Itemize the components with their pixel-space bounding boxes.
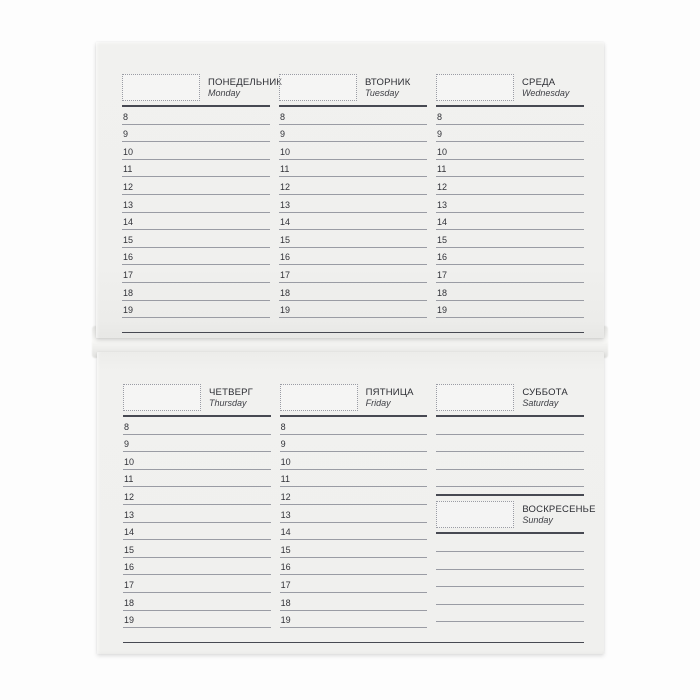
writing-line-saturday[interactable]: [436, 452, 584, 470]
hour-row-thursday-9[interactable]: [123, 435, 271, 453]
day-label-wednesday: [522, 74, 569, 101]
date-box-wednesday[interactable]: [436, 74, 514, 101]
day-header-saturday: [436, 384, 584, 411]
hour-row-wednesday-17[interactable]: [436, 265, 584, 283]
hour-row-tuesday-8[interactable]: [279, 107, 427, 125]
hour-label: 17: [123, 269, 134, 280]
hour-label: 16: [280, 252, 291, 263]
day-header-friday: [280, 384, 428, 411]
hour-row-wednesday-13[interactable]: [436, 195, 584, 213]
hour-row-friday-13[interactable]: [280, 505, 428, 523]
saturday-sunday-divider: [436, 494, 584, 496]
hour-row-thursday-14[interactable]: [123, 523, 271, 541]
writing-line-saturday[interactable]: [436, 470, 584, 488]
hour-row-tuesday-14[interactable]: [279, 213, 427, 231]
hour-label: 8: [123, 111, 129, 122]
hour-row-wednesday-19[interactable]: [436, 301, 584, 319]
day-column-thursday: [123, 384, 271, 628]
hour-label: 14: [124, 527, 135, 538]
day-column-tuesday: [279, 74, 427, 318]
hour-row-monday-10[interactable]: [122, 142, 270, 160]
bottom-page-content: [123, 352, 596, 643]
page-bottom-rule: [123, 642, 584, 643]
hour-row-thursday-12[interactable]: [123, 487, 271, 505]
hour-row-friday-10[interactable]: [280, 452, 428, 470]
day-columns-bottom: [123, 384, 596, 628]
hour-label: 11: [123, 164, 133, 175]
hour-label: 18: [124, 597, 135, 608]
hour-label: 10: [280, 456, 291, 467]
hour-row-wednesday-14[interactable]: [436, 213, 584, 231]
hour-label: 14: [123, 217, 134, 228]
hour-label: 9: [123, 129, 129, 140]
day-column-wednesday: [436, 74, 584, 318]
day-name-en: Friday: [365, 397, 391, 408]
hour-row-tuesday-18[interactable]: [279, 283, 427, 301]
hour-label: 18: [123, 287, 134, 298]
hour-label: 15: [280, 544, 291, 555]
hour-row-thursday-18[interactable]: [123, 593, 271, 611]
hour-label: 16: [437, 252, 448, 263]
hour-label: 13: [123, 199, 134, 210]
hour-row-monday-14[interactable]: [122, 213, 270, 231]
hour-label: 11: [280, 474, 290, 485]
hour-row-thursday-17[interactable]: [123, 575, 271, 593]
hour-row-friday-9[interactable]: [280, 435, 428, 453]
day-name-ru: ПЯТНИЦА: [365, 386, 414, 398]
day-label-monday: [208, 74, 283, 101]
hour-row-tuesday-17[interactable]: [279, 265, 427, 283]
day-name-ru: СРЕДА: [522, 76, 556, 88]
hour-row-friday-16[interactable]: [280, 558, 428, 576]
hour-row-friday-11[interactable]: [280, 470, 428, 488]
hour-label: 15: [124, 544, 135, 555]
hour-row-monday-15[interactable]: [122, 230, 270, 248]
hour-row-friday-19[interactable]: [280, 611, 428, 629]
hour-label: 13: [280, 199, 291, 210]
day-name-en: Saturday: [522, 397, 559, 408]
top-page-content: [122, 42, 584, 333]
day-label-sunday: [522, 501, 596, 528]
day-name-ru: ПОНЕДЕЛЬНИК: [208, 76, 283, 88]
day-name-en: Tuesday: [365, 87, 399, 98]
hour-row-monday-13[interactable]: [122, 195, 270, 213]
hour-label: 9: [280, 129, 286, 140]
hour-label: 8: [280, 111, 286, 122]
writing-line-sunday[interactable]: [436, 552, 584, 570]
hour-label: 19: [437, 305, 448, 316]
day-header-sunday: [436, 501, 596, 528]
writing-line-sunday[interactable]: [436, 570, 584, 588]
hour-label: 14: [280, 527, 291, 538]
date-box-saturday[interactable]: [436, 384, 514, 411]
hour-label: 14: [437, 217, 448, 228]
day-label-friday: [366, 384, 414, 411]
hour-label: 12: [124, 491, 135, 502]
hour-label: 15: [437, 234, 448, 245]
hour-row-friday-18[interactable]: [280, 593, 428, 611]
date-box-friday[interactable]: [280, 384, 358, 411]
hour-row-wednesday-12[interactable]: [436, 177, 584, 195]
day-header-wednesday: [436, 74, 584, 101]
hour-row-wednesday-10[interactable]: [436, 142, 584, 160]
hour-label: 12: [280, 181, 291, 192]
hour-label: 19: [280, 305, 291, 316]
hour-label: 15: [123, 234, 134, 245]
hour-label: 19: [123, 305, 134, 316]
hour-row-monday-18[interactable]: [122, 283, 270, 301]
hour-label: 11: [124, 474, 134, 485]
hour-row-friday-8[interactable]: [280, 417, 428, 435]
hour-label: 8: [437, 111, 443, 122]
day-name-ru: ВТОРНИК: [365, 76, 411, 88]
hour-row-tuesday-10[interactable]: [279, 142, 427, 160]
hour-label: 13: [280, 509, 291, 520]
hour-label: 9: [280, 439, 286, 450]
hour-label: 18: [280, 597, 291, 608]
hour-row-monday-9[interactable]: [122, 125, 270, 143]
hour-row-friday-12[interactable]: [280, 487, 428, 505]
hour-label: 16: [124, 562, 135, 573]
hour-row-thursday-10[interactable]: [123, 452, 271, 470]
hour-label: 10: [437, 146, 448, 157]
day-name-en: Sunday: [522, 515, 553, 526]
hour-row-monday-8[interactable]: [122, 107, 270, 125]
hour-label: 11: [280, 164, 290, 175]
hour-row-tuesday-16[interactable]: [279, 248, 427, 266]
day-name-en: Monday: [208, 87, 241, 98]
hour-label: 14: [280, 217, 291, 228]
hour-label: 13: [124, 509, 135, 520]
day-name-en: Wednesday: [522, 87, 570, 98]
top-page: [96, 42, 604, 338]
page-bottom-rule: [122, 332, 584, 333]
day-header-thursday: [123, 384, 271, 411]
hour-row-monday-19[interactable]: [122, 301, 270, 319]
bottom-page: [97, 352, 604, 654]
date-box-monday[interactable]: [122, 74, 200, 101]
day-columns-top: [122, 74, 584, 318]
day-name-en: Thursday: [209, 397, 247, 408]
hour-label: 12: [280, 491, 291, 502]
hour-label: 9: [124, 439, 130, 450]
hour-row-wednesday-15[interactable]: [436, 230, 584, 248]
hour-row-monday-17[interactable]: [122, 265, 270, 283]
hour-label: 12: [123, 181, 134, 192]
hour-label: 18: [437, 287, 448, 298]
day-label-saturday: [522, 384, 568, 411]
hour-label: 17: [437, 269, 448, 280]
hour-row-thursday-11[interactable]: [123, 470, 271, 488]
hour-row-thursday-8[interactable]: [123, 417, 271, 435]
hour-row-wednesday-9[interactable]: [436, 125, 584, 143]
date-box-tuesday[interactable]: [279, 74, 357, 101]
hour-row-tuesday-15[interactable]: [279, 230, 427, 248]
hour-label: 10: [280, 146, 291, 157]
date-box-thursday[interactable]: [123, 384, 201, 411]
day-name-ru: ЧЕТВЕРГ: [209, 386, 254, 398]
hour-row-tuesday-9[interactable]: [279, 125, 427, 143]
day-label-tuesday: [365, 74, 410, 101]
hour-label: 13: [437, 199, 448, 210]
hour-row-monday-16[interactable]: [122, 248, 270, 266]
hour-label: 16: [280, 562, 291, 573]
hour-row-monday-12[interactable]: [122, 177, 270, 195]
hour-row-thursday-15[interactable]: [123, 540, 271, 558]
hour-row-wednesday-8[interactable]: [436, 107, 584, 125]
hour-row-wednesday-11[interactable]: [436, 160, 584, 178]
writing-line-saturday[interactable]: [436, 435, 584, 453]
hour-label: 8: [124, 421, 130, 432]
hour-label: 10: [124, 456, 135, 467]
hour-label: 11: [437, 164, 447, 175]
hour-row-friday-17[interactable]: [280, 575, 428, 593]
writing-line-saturday[interactable]: [436, 417, 584, 435]
hour-row-friday-14[interactable]: [280, 523, 428, 541]
hour-row-wednesday-18[interactable]: [436, 283, 584, 301]
day-label-thursday: [209, 384, 253, 411]
hour-row-tuesday-13[interactable]: [279, 195, 427, 213]
hour-label: 19: [280, 615, 291, 626]
hour-label: 10: [123, 146, 134, 157]
writing-line-sunday[interactable]: [436, 605, 584, 623]
hour-label: 12: [437, 181, 448, 192]
weekend-column: [436, 384, 596, 628]
day-header-monday: [122, 74, 283, 101]
hour-row-monday-11[interactable]: [122, 160, 270, 178]
hour-row-thursday-16[interactable]: [123, 558, 271, 576]
hour-label: 17: [124, 579, 135, 590]
hour-row-tuesday-11[interactable]: [279, 160, 427, 178]
day-name-ru: ВОСКРЕСЕНЬЕ: [522, 503, 596, 515]
hour-row-tuesday-12[interactable]: [279, 177, 427, 195]
hour-row-wednesday-16[interactable]: [436, 248, 584, 266]
hour-label: 17: [280, 269, 291, 280]
writing-line-sunday[interactable]: [436, 534, 584, 552]
hour-label: 16: [123, 252, 134, 263]
hour-label: 17: [280, 579, 291, 590]
day-column-friday: [280, 384, 428, 628]
day-header-tuesday: [279, 74, 427, 101]
day-name-ru: СУББОТА: [522, 386, 568, 398]
hour-row-friday-15[interactable]: [280, 540, 428, 558]
hour-label: 9: [437, 129, 443, 140]
hour-row-tuesday-19[interactable]: [279, 301, 427, 319]
hour-label: 19: [124, 615, 135, 626]
hour-label: 18: [280, 287, 291, 298]
hour-row-thursday-19[interactable]: [123, 611, 271, 629]
hour-row-thursday-13[interactable]: [123, 505, 271, 523]
writing-line-sunday[interactable]: [436, 587, 584, 605]
hour-label: 8: [280, 421, 286, 432]
date-box-sunday[interactable]: [436, 501, 514, 528]
day-column-monday: [122, 74, 283, 318]
hour-label: 15: [280, 234, 291, 245]
